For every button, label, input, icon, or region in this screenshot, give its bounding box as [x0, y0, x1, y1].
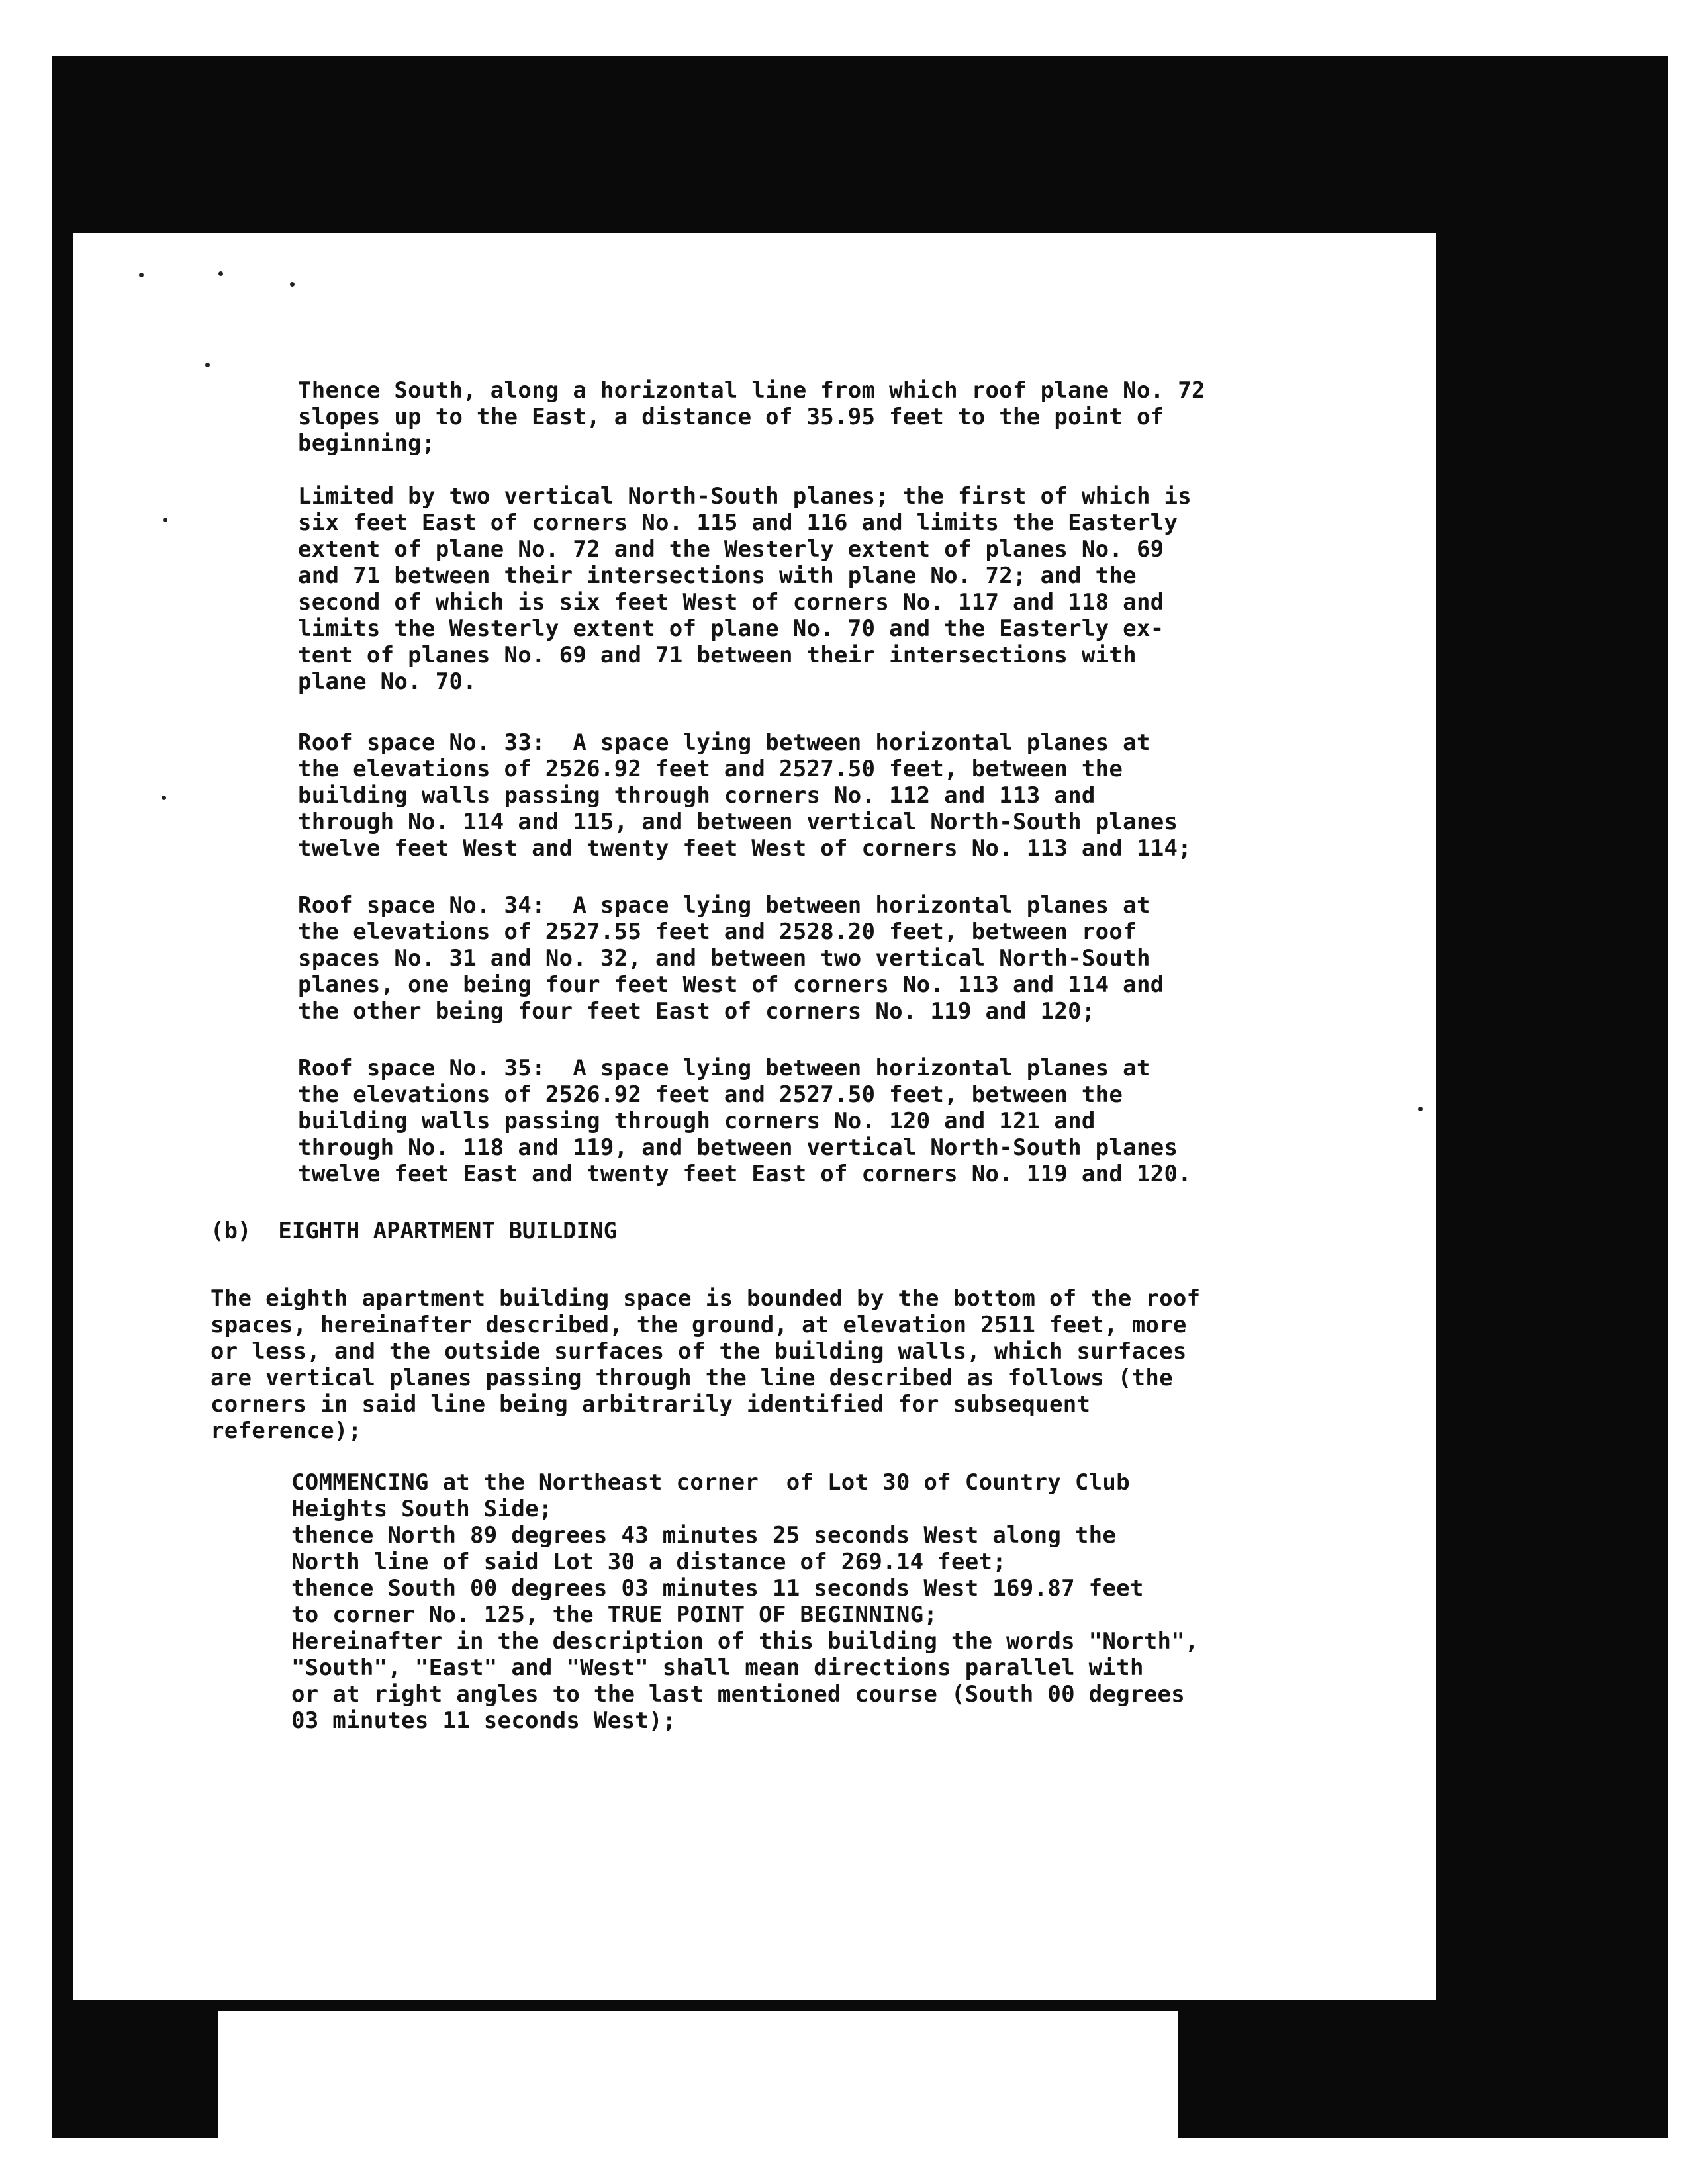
scan-speck	[218, 271, 223, 276]
scan-speck	[205, 363, 210, 367]
section-heading: (b) EIGHTH APARTMENT BUILDING	[211, 1218, 618, 1244]
paragraph-eighth-building: The eighth apartment building space is bounded by the bottom of the roof spaces, hereinafter described, the ground, at elevation 2511 feet, more or less, and the outside surfaces of the building walls, which surfaces are vertical planes passing through the line described as follows (the corners in said line being arbitrarily identified for subsequent reference);	[211, 1285, 1201, 1444]
paragraph-roof-space-33: Roof space No. 33: A space lying between horizontal planes at the elevations of 2526.92 feet and 2527.50 feet, between the building walls passing through corners No. 112 and 113 and through No. 114 and 115, and between vertical North-South planes twelve feet West and twenty feet West of corners No. 113 and 114;	[298, 729, 1192, 862]
scan-speck	[162, 796, 166, 800]
paragraph-limited-by: Limited by two vertical North-South planes; the first of which is six feet East of corners No. 115 and 116 and limits the Easterly extent of plane No. 72 and the Westerly extent of planes No. 69 and 71 between their intersections with plane No. 72; and the second of which is six feet West of corners No. 117 and 118 and limits the Westerly extent of plane No. 70 and the Easterly ex- tent of planes No. 69 and 71 between their intersections with plane No. 70.	[298, 483, 1192, 695]
paragraph-commencing: COMMENCING at the Northeast corner of Lot 30 of Country Club Heights South Side; thence North 89 degrees 43 minutes 25 seconds West along the North line of said Lot 30 a distance of 269.14 feet; thence South 00 degrees 03 minutes 11 seconds West 169.87 feet to corner No. 125, the TRUE POINT OF BEGINNING; Hereinafter in the description of this building the words "North", "South", "East" and "West" shall mean directions parallel with or at right angles to the last mentioned course (South 00 degrees 03 minutes 11 seconds West);	[291, 1469, 1199, 1734]
scan-speck	[290, 282, 295, 287]
scan-speck	[163, 518, 167, 522]
paragraph-thence-south: Thence South, along a horizontal line from which roof plane No. 72 slopes up to the East, a distance of 35.95 feet to the point of beginning;	[298, 377, 1205, 457]
document-page	[73, 233, 1436, 2000]
paragraph-roof-space-34: Roof space No. 34: A space lying between horizontal planes at the elevations of 2527.55 feet and 2528.20 feet, between roof spaces No. 31 and No. 32, and between two vertical North-South planes, one being four feet West of corners No. 113 and 114 and the other being four feet East of corners No. 119 and 120;	[298, 892, 1164, 1024]
scan-speck	[139, 273, 144, 277]
paragraph-roof-space-35: Roof space No. 35: A space lying between horizontal planes at the elevations of 2526.92 feet and 2527.50 feet, between the building walls passing through corners No. 120 and 121 and through No. 118 and 119, and between vertical North-South planes twelve feet East and twenty feet East of corners No. 119 and 120.	[298, 1055, 1192, 1187]
scan-speck	[1418, 1107, 1423, 1111]
scan-lower-white-area	[218, 2011, 1178, 2184]
